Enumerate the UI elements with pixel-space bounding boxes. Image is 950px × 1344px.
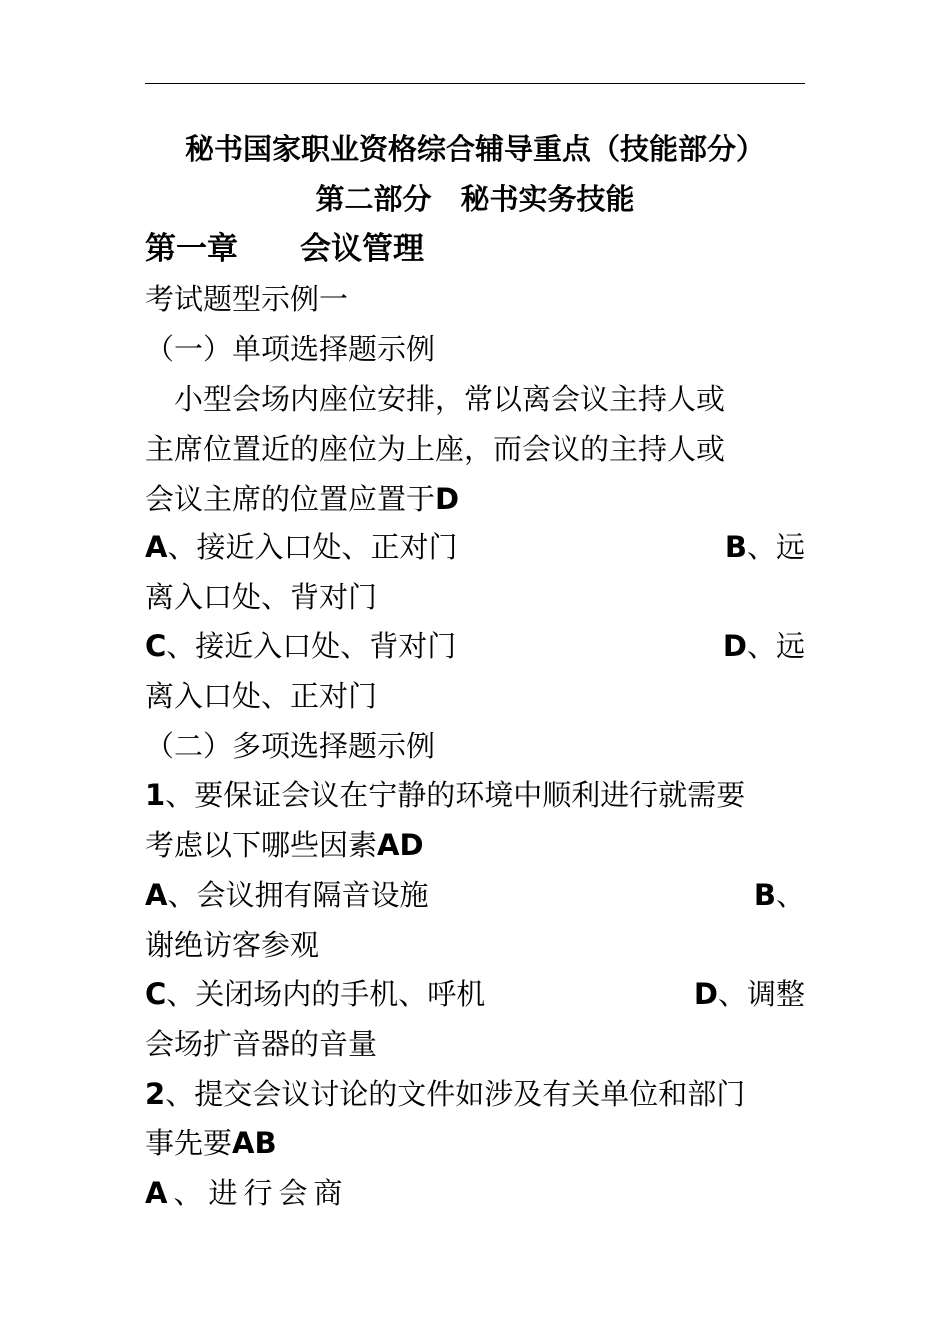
q2-option-d-text: 、调整 — [717, 977, 805, 1011]
header-rule — [145, 83, 805, 84]
part-title: 第二部分 秘书实务技能 — [315, 182, 635, 216]
q1-line-3-text: 会议主席的位置应置于 — [145, 482, 436, 516]
q2-option-c-row — [145, 969, 805, 1019]
q2-number: 1 — [145, 778, 166, 812]
q1-line-2: 主席位置近的座位为上座，而会议的主持人或 — [145, 432, 726, 466]
section-multi-choice: （二）多项选择题示例 — [145, 729, 436, 763]
q1-answer: D — [435, 482, 460, 516]
q1-option-a-label: A — [145, 530, 168, 564]
q1-option-d-label: D — [722, 629, 747, 663]
q2-line-2 — [145, 820, 805, 870]
q1-option-d-cont: 离入口处、正对门 — [145, 679, 378, 713]
q2-option-d-label: D — [693, 977, 718, 1011]
q1-line-1: 小型会场内座位安排，常以离会议主持人或 — [145, 382, 726, 416]
q2-option-c-label: C — [145, 977, 167, 1011]
q1-option-b-text: 、远 — [746, 530, 805, 564]
q1-option-c-row — [145, 621, 805, 671]
q1-option-d — [723, 621, 805, 671]
q2-option-a-text: 、会议拥有隔音设施 — [167, 878, 429, 912]
q3-line-1 — [145, 1069, 805, 1119]
q3-line-1-text: 、提交会议讨论的文件如涉及有关单位和部门 — [165, 1077, 746, 1111]
q2-option-b-text: 、 — [775, 878, 805, 912]
q1-line-3 — [145, 474, 805, 524]
q2-option-d-cont: 会场扩音器的音量 — [145, 1027, 378, 1061]
q1-option-a-text: 、接近入口处、正对门 — [167, 530, 458, 564]
q2-line-2-text: 考虑以下哪些因素 — [145, 828, 378, 862]
q2-option-d — [694, 969, 805, 1019]
q1-option-a-row — [145, 522, 805, 572]
q1-option-c-text: 、接近入口处、背对门 — [166, 629, 457, 663]
q1-option-b-cont: 离入口处、背对门 — [145, 580, 378, 614]
q2-line-1 — [145, 770, 805, 820]
q1-option-b — [725, 522, 805, 572]
q3-option-a-row — [145, 1168, 805, 1218]
chapter-heading: 第一章 会议管理 — [145, 231, 424, 267]
q3-option-a-label: A — [145, 1176, 174, 1210]
q1-option-c-label: C — [145, 629, 167, 663]
q2-option-b — [754, 870, 805, 920]
q2-option-c-text: 、关闭场内的手机、呼机 — [166, 977, 486, 1011]
q2-option-a-label: A — [145, 878, 168, 912]
exam-heading: 考试题型示例一 — [145, 282, 349, 316]
q2-option-a-row — [145, 870, 805, 920]
q3-line-2-text: 事先要 — [145, 1126, 233, 1160]
q2-option-b-label: B — [753, 878, 776, 912]
q1-option-d-text: 、远 — [746, 629, 805, 663]
q3-number: 2 — [145, 1077, 166, 1111]
section-single-choice: （一）单项选择题示例 — [145, 332, 436, 366]
q3-line-2 — [145, 1118, 805, 1168]
q2-line-1-text: 、要保证会议在宁静的环境中顺利进行就需要 — [165, 778, 746, 812]
q3-answer: AB — [232, 1126, 277, 1160]
document-title: 秘书国家职业资格综合辅导重点（技能部分） — [184, 132, 765, 166]
q2-option-b-cont: 谢绝访客参观 — [145, 928, 320, 962]
q3-option-a-text: 、进行会商 — [173, 1176, 349, 1210]
q2-answer: AD — [377, 828, 424, 862]
q1-option-b-label: B — [724, 530, 747, 564]
